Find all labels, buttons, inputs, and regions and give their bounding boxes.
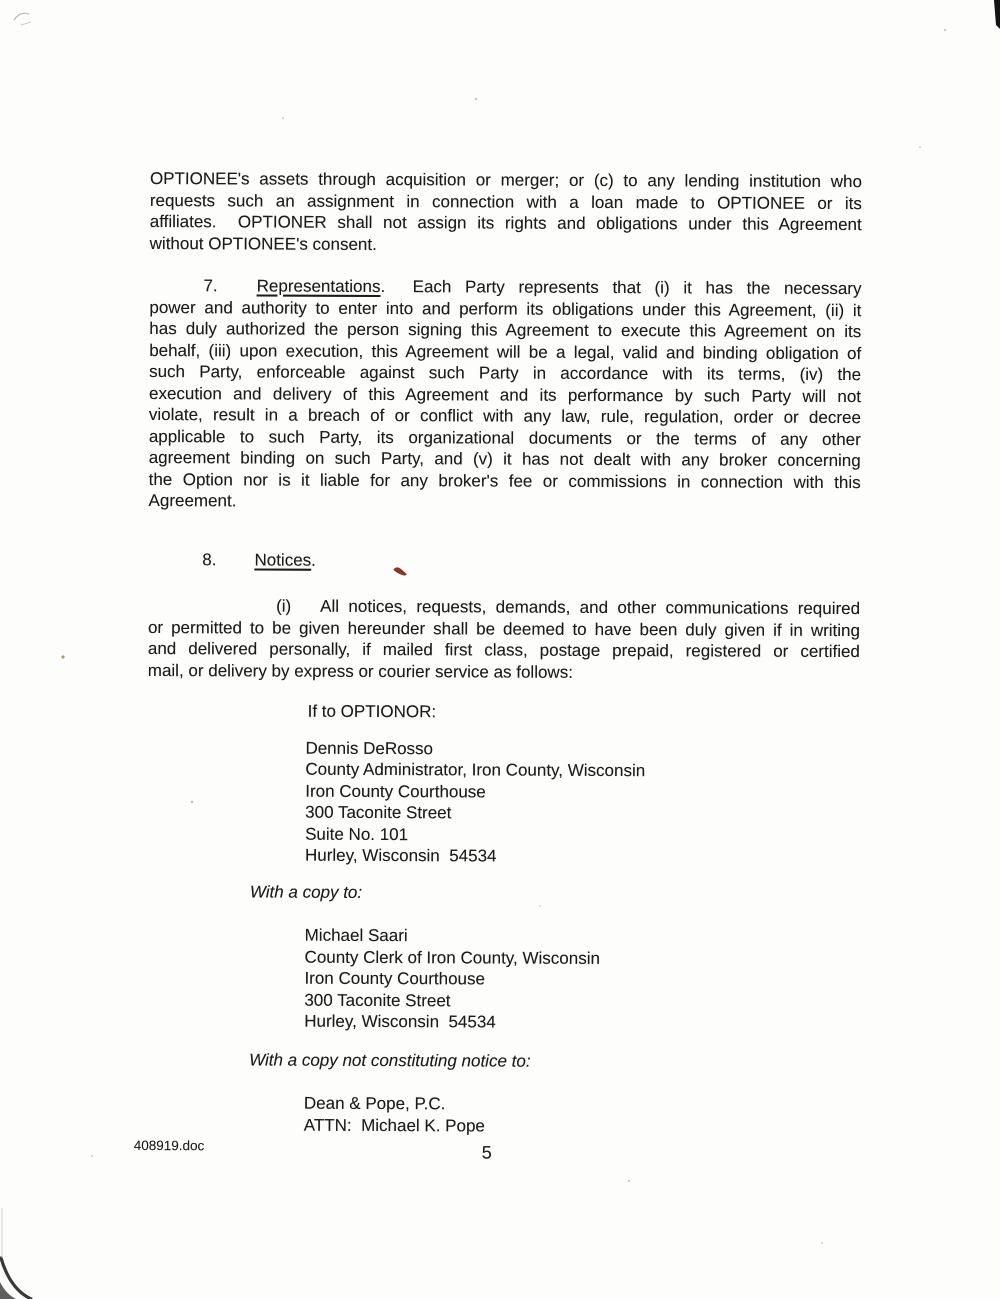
text-column <box>146 168 862 1138</box>
paragraph-line: violate, result in a breach of or conflict with any law, rule, regulation, order or decree <box>148 404 861 428</box>
optionor-address-block <box>305 737 860 868</box>
section-number: 7. <box>203 276 218 296</box>
tab-spacer <box>149 290 203 291</box>
paragraph-line <box>149 275 861 300</box>
paragraph-text: Each Party represents that (i) it has the necessary <box>412 277 862 299</box>
paragraph-line: mail, or delivery by express or courier service as follows: <box>147 660 574 682</box>
with-copy-to-heading: With a copy to: <box>249 881 363 902</box>
address-line: Michael Saari <box>304 925 408 946</box>
address-line: Dennis DeRosso <box>305 738 434 758</box>
address-line: ATTN: Michael K. Pope <box>303 1115 485 1135</box>
paragraph-line: such Party, enforceable against such Party in accordance with its terms, (iv) the <box>149 361 862 385</box>
copy-to-address-block <box>304 925 858 1035</box>
tab-spacer <box>148 610 276 612</box>
tab-spacer <box>216 564 254 565</box>
section-title: Representations <box>256 276 381 297</box>
paragraph-line: and delivered personally, if mailed first class, postage prepaid, registered or certified <box>147 638 860 662</box>
paragraph-line: OPTIONEE's assets through acquisition or merger; or (c) to any lending institution who <box>149 169 862 192</box>
section-7-representations <box>149 275 862 515</box>
paragraph-line: Agreement. <box>148 490 237 511</box>
paragraph-line: execution and delivery of this Agreement and its performance by such Party will not <box>148 383 862 406</box>
with-copy-not-constituting-notice-heading: With a copy not constituting notice to: <box>249 1049 531 1071</box>
subparagraph-label: (i) <box>276 596 292 616</box>
paragraph-continuation <box>150 168 862 257</box>
address-line: Dean & Pope, P.C. <box>303 1093 446 1114</box>
address-line: Iron County Courthouse <box>304 968 486 989</box>
section-title: Notices <box>254 549 312 570</box>
notice-copy-address-block <box>304 1093 858 1138</box>
notices-subparagraph-i <box>148 595 860 684</box>
section-number: 8. <box>202 549 217 569</box>
section-title-period: . <box>380 277 399 297</box>
paragraph-line: or permitted to be given hereunder shall be deemed to have been duly given if in writing <box>147 617 861 640</box>
address-line: 300 Taconite Street <box>305 802 452 823</box>
paragraph-text: All notices, requests, demands, and other communications required <box>320 596 861 619</box>
if-to-optionor-heading: If to OPTIONOR: <box>307 701 437 722</box>
paragraph-line: applicable to such Party, its organizational documents or the terms of any other <box>148 426 861 449</box>
paragraph-line: power and authority to enter into and perform its obligations under this Agreement, (ii) it <box>149 297 862 320</box>
address-line: Suite No. 101 <box>305 824 409 844</box>
paragraph-line: without OPTIONEE's consent. <box>149 233 377 254</box>
paragraph-line <box>148 595 860 620</box>
section-title-period: . <box>311 550 316 570</box>
address-line: Hurley, Wisconsin 54534 <box>304 845 497 866</box>
section-8-notices-heading <box>148 548 860 573</box>
address-line: 300 Taconite Street <box>304 990 451 1010</box>
tab-spacer <box>218 290 257 291</box>
paragraph-line: behalf, (iii) upon execution, this Agreement will be a legal, valid and binding obligation of <box>149 340 862 363</box>
paragraph-line: agreement binding on such Party, and (v) it has not dealt with any broker concerning <box>148 447 861 471</box>
address-line: Hurley, Wisconsin 54534 <box>304 1011 496 1032</box>
footer-filename: 408919.doc <box>133 1137 205 1154</box>
address-line: Iron County Courthouse <box>305 781 486 801</box>
address-line: County Administrator, Iron County, Wisconsin <box>305 759 646 781</box>
paragraph-line: requests such an assignment in connection with a loan made to OPTIONEE or its <box>149 190 862 213</box>
heading-line <box>148 548 860 573</box>
paragraph-line: the Option nor is it liable for any broker's fee or commissions in connection with this <box>148 469 861 492</box>
tab-spacer <box>148 563 202 564</box>
paragraph-line: affiliates. OPTIONER shall not assign its rights and obligations under this Agreement <box>149 211 862 235</box>
paragraph-line: has duly authorized the person signing this Agreement to execute this Agreement on its <box>149 318 862 342</box>
tab-spacer <box>291 611 320 612</box>
address-line: County Clerk of Iron County, Wisconsin <box>304 947 601 968</box>
page-number: 5 <box>481 1142 492 1163</box>
